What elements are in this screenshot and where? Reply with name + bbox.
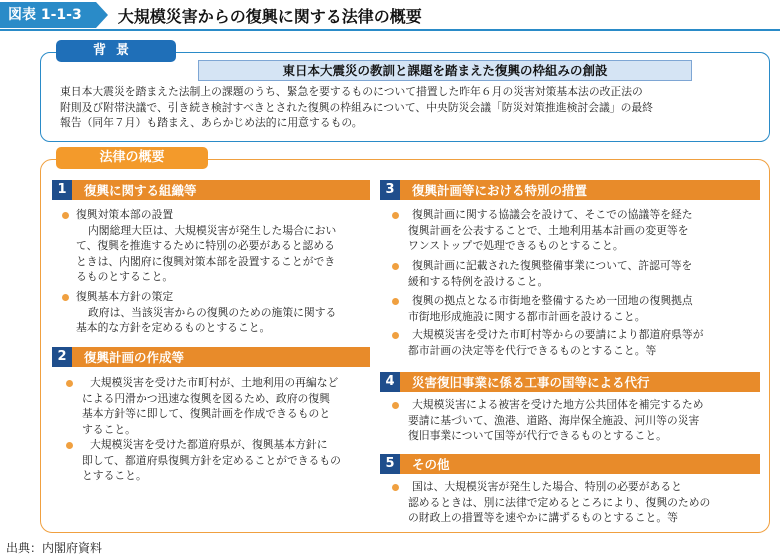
section-number: 1 bbox=[52, 180, 72, 200]
section-title: 復興に関する組織等 bbox=[84, 183, 197, 198]
section-number: 5 bbox=[380, 454, 400, 474]
section-2-header bbox=[52, 347, 370, 367]
bullet-dot bbox=[392, 332, 399, 339]
bullet-dot bbox=[392, 484, 399, 491]
item-line: 要請に基づいて、漁港、道路、海岸保全施設、河川等の災害 bbox=[408, 413, 700, 427]
item-line: 認めるときは、別に法律で定めるところにより、復興のための bbox=[408, 495, 711, 509]
item-line: 復興の拠点となる市街地を整備するため一団地の復興拠点 bbox=[412, 294, 693, 307]
item-line: て、復興を推進するために特別の必要があると認める bbox=[76, 239, 335, 252]
section-3-item-1 bbox=[408, 207, 764, 254]
item-line: の財政上の措置等を速やかに講ずるものとすること。等 bbox=[408, 511, 678, 524]
item-line: 基本方針等に即して、復興計画を作成できるものと bbox=[82, 407, 331, 420]
section-4-header bbox=[380, 372, 760, 392]
section-number: 4 bbox=[380, 372, 400, 392]
section-2-item-2 bbox=[82, 437, 372, 484]
item-line: ワンストップで処理できるものとすること。 bbox=[408, 239, 624, 252]
item-line: 復興計画に関する協議会を設けて、そこでの協議等を経た bbox=[412, 208, 693, 221]
item-line: 復興計画を公表することで、土地利用基本計画の変更等を bbox=[408, 223, 689, 237]
section-5-header bbox=[380, 454, 760, 474]
section-title: 復興計画の作成等 bbox=[84, 350, 185, 365]
bullet-dot bbox=[62, 294, 69, 301]
section-1-item-1 bbox=[76, 207, 376, 285]
section-3-item-4 bbox=[408, 327, 764, 358]
bullet-dot bbox=[392, 298, 399, 305]
bullet-dot bbox=[392, 402, 399, 409]
bullet-dot bbox=[66, 442, 73, 449]
item-line: 基本的な方針を定めるものとすること。 bbox=[76, 321, 271, 334]
item-heading: 復興対策本部の設置 bbox=[76, 208, 174, 221]
background-tab: 背景 bbox=[56, 40, 176, 62]
section-number: 3 bbox=[380, 180, 400, 200]
source-note: 出典：内閣府資料 bbox=[6, 541, 103, 555]
item-line: 都市計画の決定等を代行できるものとすること。等 bbox=[408, 343, 657, 357]
background-line: 報告（同年７月）も踏まえ、あらかじめ法的に用意するもの。 bbox=[60, 116, 363, 129]
figure-label: 図表 1-1-3 bbox=[0, 2, 96, 28]
item-line: すること。 bbox=[82, 422, 136, 436]
law-overview-tab: 法律の概要 bbox=[56, 147, 208, 169]
item-heading: 復興基本方針の策定 bbox=[76, 290, 174, 303]
item-line: 内閣総理大臣は、大規模災害が発生した場合におい bbox=[88, 223, 337, 237]
section-number: 2 bbox=[52, 347, 72, 367]
item-line: 大規模災害を受けた市町村等からの要請により都道府県等が bbox=[412, 328, 704, 341]
bullet-dot bbox=[66, 380, 73, 387]
background-line: 東日本大震災を踏まえた法制上の課題のうち、緊急を要するものについて措置した昨年６月の災害対策基本法の改正法の bbox=[60, 85, 643, 98]
section-3-header bbox=[380, 180, 760, 200]
background-text bbox=[60, 84, 760, 131]
item-line: 政府は、当該災害からの復興のための施策に関する bbox=[88, 305, 337, 319]
section-title: その他 bbox=[412, 457, 450, 472]
figure-title: 大規模災害からの復興に関する法律の概要 bbox=[117, 6, 422, 26]
section-3-item-3 bbox=[408, 293, 764, 324]
section-title: 災害復旧事業に係る工事の国等による代行 bbox=[412, 375, 650, 390]
bullet-dot bbox=[392, 212, 399, 219]
item-line: 大規模災害による被害を受けた地方公共団体を補完するため bbox=[412, 398, 704, 411]
background-line: 附則及び附帯決議で、引き続き検討すべきとされた復興の枠組みについて、中央防災会議「防災対策推進検討会議」の最終 bbox=[60, 100, 653, 114]
section-1-item-2 bbox=[76, 289, 376, 336]
section-2-item-1 bbox=[82, 375, 372, 437]
bullet-dot bbox=[392, 263, 399, 270]
section-3-item-2 bbox=[408, 258, 764, 289]
item-line: ときは、内閣府に復興対策本部を設置することができ bbox=[76, 254, 336, 268]
item-line: 緩和する特例を設けること。 bbox=[408, 274, 549, 288]
section-1-header bbox=[52, 180, 370, 200]
header-rule bbox=[0, 29, 780, 31]
item-line: とすること。 bbox=[82, 469, 147, 482]
section-title: 復興計画等における特別の措置 bbox=[412, 183, 588, 198]
section-4-item-1 bbox=[408, 397, 764, 444]
item-line: 大規模災害を受けた市町村が、土地利用の再編など bbox=[90, 376, 339, 389]
item-line: 即して、都道府県復興方針を定めることができるもの bbox=[82, 453, 341, 467]
item-line: 復興計画に記載された復興整備事業について、許認可等を bbox=[412, 259, 693, 272]
item-line: 国は、大規模災害が発生した場合、特別の必要があると bbox=[412, 480, 682, 493]
figure-header bbox=[0, 0, 422, 30]
item-line: 大規模災害を受けた都道府県が、復興基本方針に bbox=[90, 438, 328, 451]
item-line: による円滑かつ迅速な復興を図るため、政府の復興 bbox=[82, 391, 330, 405]
background-subtitle: 東日本大震災の教訓と課題を踏まえた復興の枠組みの創設 bbox=[198, 60, 692, 81]
bullet-dot bbox=[62, 212, 69, 219]
section-5-item-1 bbox=[408, 479, 764, 526]
item-line: 復旧事業について国等が代行できるものとすること。 bbox=[408, 429, 667, 442]
item-line: 市街地形成施設に関する都市計画を設けること。 bbox=[408, 309, 646, 323]
item-line: るものとすること。 bbox=[76, 270, 174, 283]
